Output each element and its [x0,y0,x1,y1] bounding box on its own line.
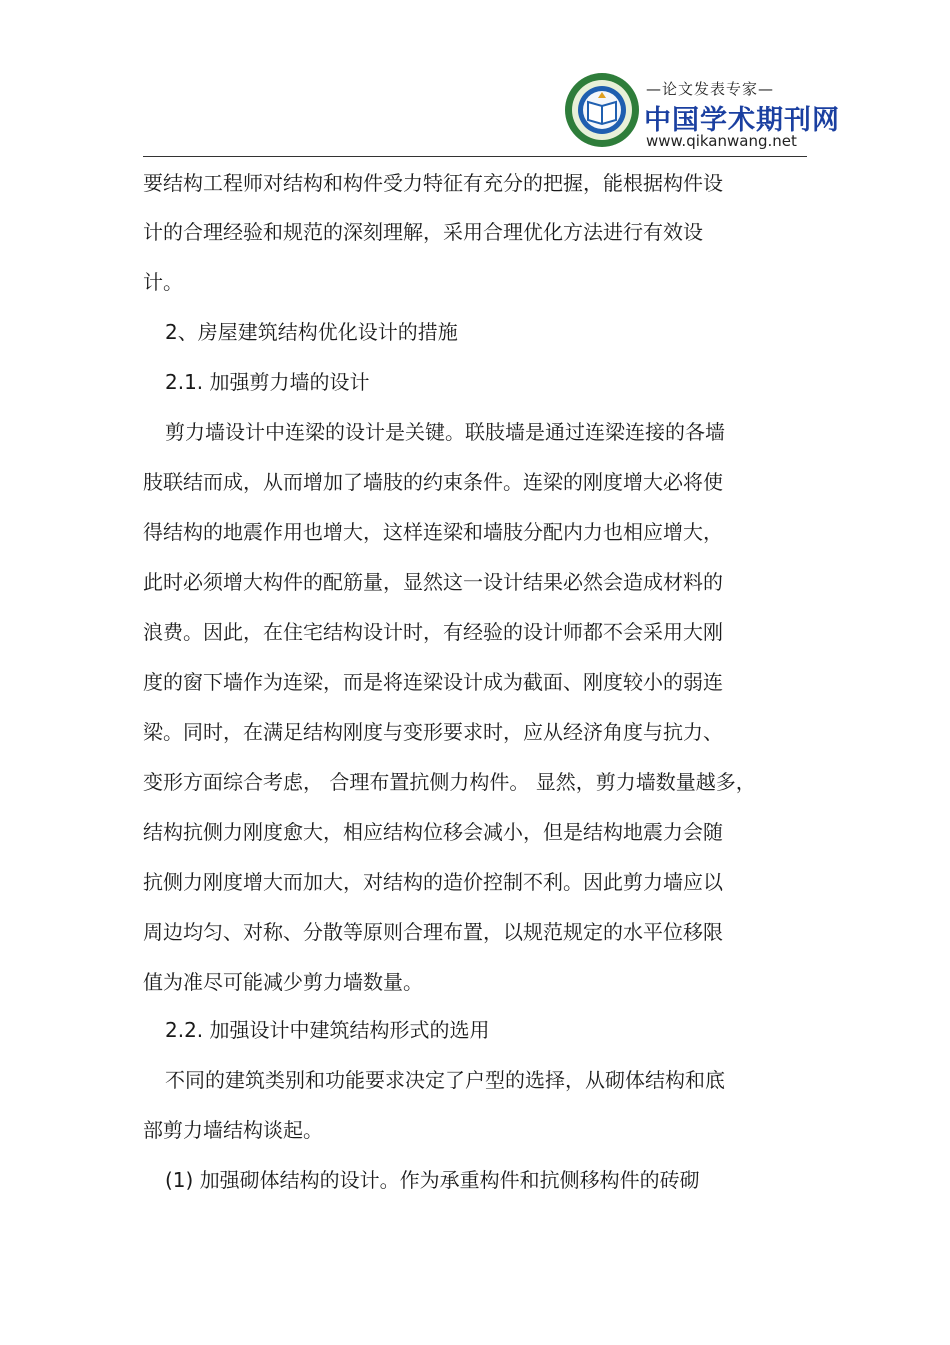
subsection-heading: 2.1. 加强剪力墙的设计 [165,370,370,394]
list-item: (1) 加强砌体结构的设计。作为承重构件和抗侧移构件的砖砌 [165,1168,700,1192]
header-logo [560,68,840,158]
paragraph-line: 得结构的地震作用也增大，这样连梁和墙肢分配内力也相应增大， [143,520,723,544]
paragraph-line: 不同的建筑类别和功能要求决定了户型的选择，从砌体结构和底 [165,1068,725,1092]
paragraph-line: 变形方面综合考虑， 合理布置抗侧力构件。 显然，剪力墙数量越多， [143,770,756,794]
paragraph-line: 要结构工程师对结构和构件受力特征有充分的把握，能根据构件设 [143,171,723,195]
subsection-heading: 2.2. 加强设计中建筑结构形式的选用 [165,1018,490,1042]
paragraph-line: 计。 [143,270,183,294]
paragraph-line: 计的合理经验和规范的深刻理解，采用合理优化方法进行有效设 [143,220,703,244]
paragraph-line: 结构抗侧力刚度愈大，相应结构位移会减小，但是结构地震力会随 [143,820,723,844]
paragraph-line: 浪费。因此，在住宅结构设计时，有经验的设计师都不会采用大刚 [143,620,723,644]
logo-brand-name: 中国学术期刊网 [644,105,840,136]
logo-tagline: —论文发表专家— [646,80,775,98]
header-divider [143,156,807,157]
paragraph-line: 抗侧力刚度增大而加大，对结构的造价控制不利。因此剪力墙应以 [143,870,723,894]
section-heading: 2、房屋建筑结构优化设计的措施 [165,320,458,344]
paragraph-line: 值为准尽可能减少剪力墙数量。 [143,970,423,994]
paragraph-line: 部剪力墙结构谈起。 [143,1118,323,1142]
paragraph-line: 肢联结而成，从而增加了墙肢的约束条件。连梁的刚度增大必将使 [143,470,723,494]
paragraph-line: 梁。同时，在满足结构刚度与变形要求时，应从经济角度与抗力、 [143,720,723,744]
paragraph-line: 剪力墙设计中连梁的设计是关键。联肢墙是通过连梁连接的各墙 [165,420,725,444]
journal-seal-logo [564,72,640,148]
paragraph-line: 周边均匀、对称、分散等原则合理布置，以规范规定的水平位移限 [143,920,723,944]
paragraph-line: 此时必须增大构件的配筋量，显然这一设计结果必然会造成材料的 [143,570,723,594]
paragraph-line: 度的窗下墙作为连梁，而是将连梁设计成为截面、刚度较小的弱连 [143,670,723,694]
logo-url: www.qikanwang.net [646,132,797,150]
